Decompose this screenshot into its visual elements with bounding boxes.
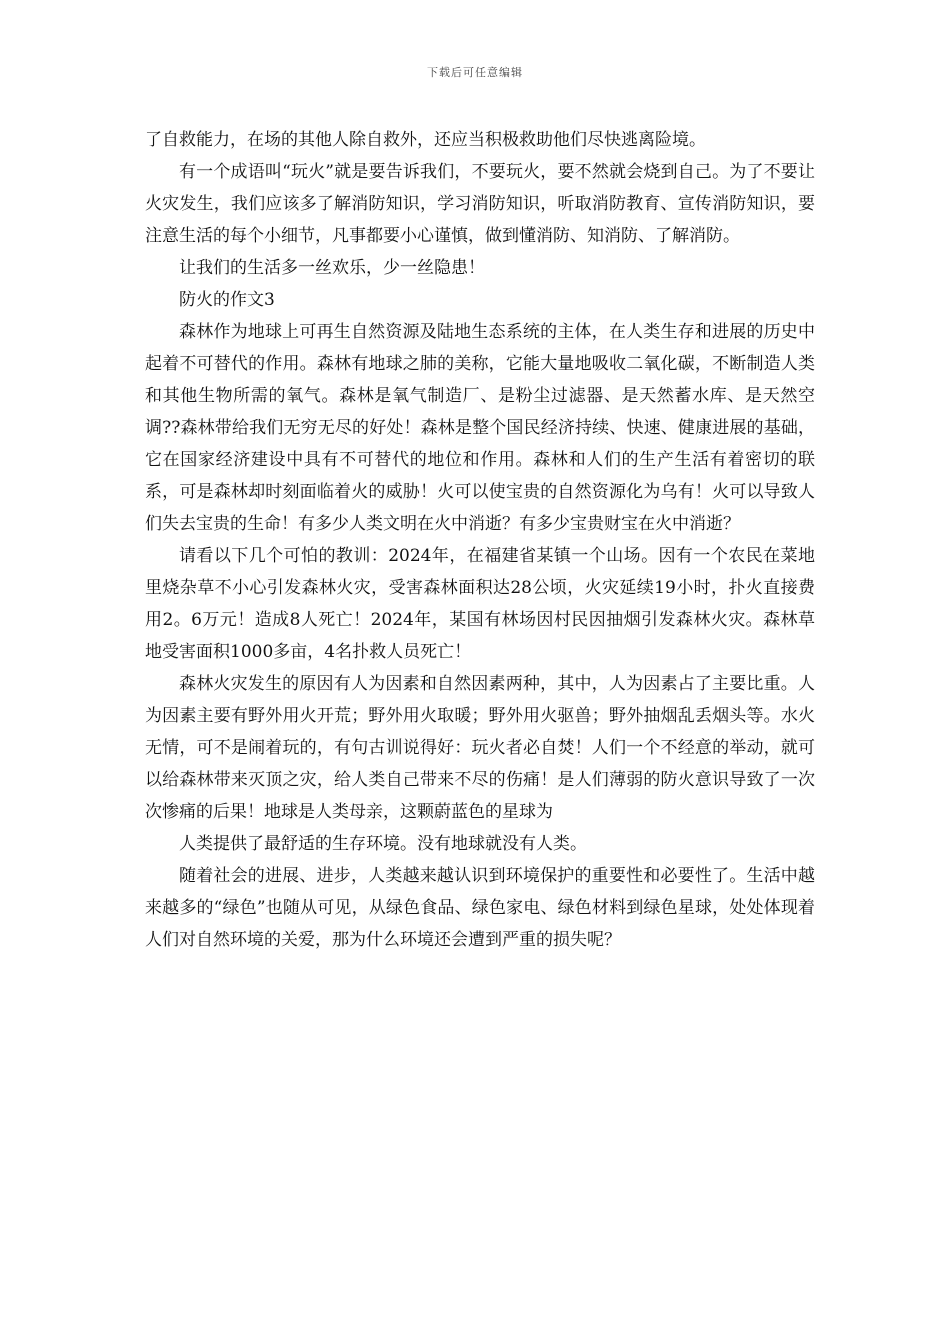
paragraph-9: 随着社会的进展、进步，人类越来越认识到环境保护的重要性和必要性了。生活中越来越多的“绿色”也随从可见，从绿色食品、绿色家电、绿色材料到绿色星球，处处体现着人们对自然环境的关爱，那为什么环境还会遭到严重的损失呢？ <box>145 866 815 950</box>
paragraph-1: 了自救能力，在场的其他人除自救外，还应当积极救助他们尽快逃离险境。 <box>145 130 706 150</box>
page-header: 下载后可任意编辑 <box>427 66 523 79</box>
paragraph-5: 森林作为地球上可再生自然资源及陆地生态系统的主体，在人类生存和进展的历史中起着不可替代的作用。森林有地球之肺的美称，它能大量地吸收二氧化碳，不断制造人类和其他生物所需的氧气。森林是氧气制造厂、是粉尘过滤器、是天然蓄水库、是天然空调??森林带给我们无穷无尽的好处！森林是整个国民经济持续、快速、健康进展的基础，它在国家经济建设中具有不可替代的地位和作用。森林和人们的生产生活有着密切的联系，可是森林却时刻面临着火的威胁！火可以使宝贵的自然资源化为乌有！火可以导致人们失去宝贵的生命！有多少人类文明在火中消逝？有多少宝贵财宝在火中消逝？ <box>145 322 815 534</box>
paragraph-8: 人类提供了最舒适的生存环境。没有地球就没有人类。 <box>179 834 587 854</box>
paragraph-3: 让我们的生活多一丝欢乐，少一丝隐患！ <box>179 258 485 278</box>
paragraph-6: 请看以下几个可怕的教训：2024年，在福建省某镇一个山场。因有一个农民在菜地里烧杂草不小心引发森林火灾，受害森林面积达28公顷，火灾延续19小时，扑火直接费用2。6万元！造成8人死亡！2024年，某国有林场因村民因抽烟引发森林火灾。森林草地受害面积1000多亩，4名扑救人员死亡！ <box>145 546 815 662</box>
document-body <box>145 124 815 956</box>
section-title: 防火的作文3 <box>179 290 275 310</box>
paragraph-2: 有一个成语叫“玩火”就是要告诉我们，不要玩火，要不然就会烧到自己。为了不要让火灾发生，我们应该多了解消防知识，学习消防知识，听取消防教育、宣传消防知识，要注意生活的每个小细节，凡事都要小心谨慎，做到懂消防、知消防、了解消防。 <box>145 162 815 246</box>
paragraph-7: 森林火灾发生的原因有人为因素和自然因素两种，其中，人为因素占了主要比重。人为因素主要有野外用火开荒；野外用火取暖；野外用火驱兽；野外抽烟乱丢烟头等。水火无情，可不是闹着玩的，有句古训说得好：玩火者必自焚！人们一个不经意的举动，就可以给森林带来灭顶之灾，给人类自己带来不尽的伤痛！是人们薄弱的防火意识导致了一次次惨痛的后果！地球是人类母亲，这颗蔚蓝色的星球为 <box>145 674 815 822</box>
